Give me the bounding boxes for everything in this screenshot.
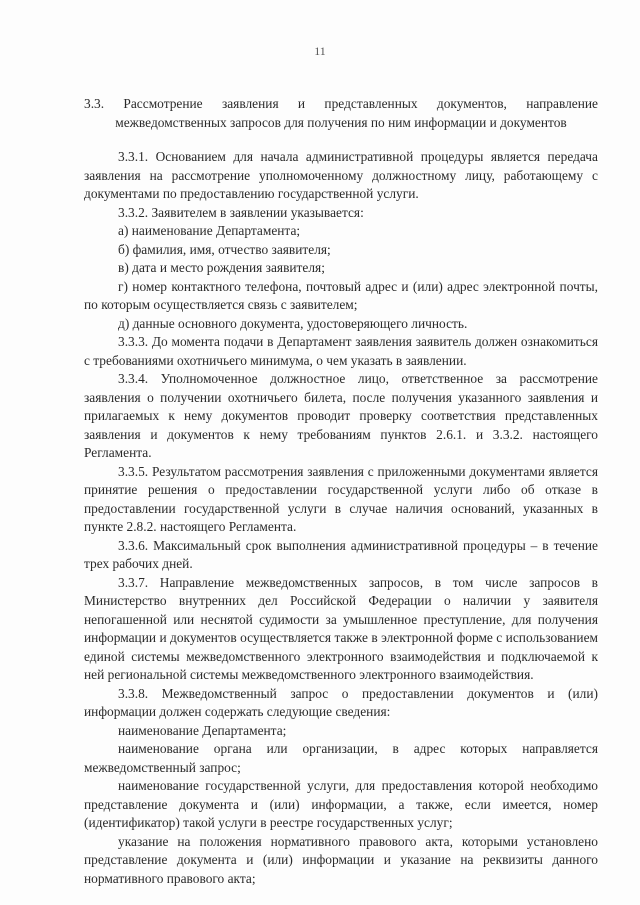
list-item-v: в) дата и место рождения заявителя;	[118, 260, 325, 275]
section-heading: 3.3. Рассмотрение заявления и представленных документов, направление межведомственных запросов для получения по ним информации и документов	[84, 96, 598, 130]
paragraph-3-3-3: 3.3.3. До момента подачи в Департамент заявления заявитель должен ознакомиться с требованиями охотничьего минимума, о чем указать в заявлении.	[84, 334, 598, 368]
paragraph-3-3-1: 3.3.1. Основанием для начала административной процедуры является передача заявления на рассмотрение уполномоченному должностному лицу, работающему с документами по предоставлению государственной услуги.	[84, 149, 598, 201]
list-item-d: д) данные основного документа, удостоверяющего личность.	[118, 315, 468, 331]
page-number: 11	[314, 44, 326, 58]
request-item-department: наименование Департамента;	[118, 722, 287, 738]
paragraph-3-3-8: 3.3.8. Межведомственный запрос о предоставлении документов и (или) информации должен содержать следующие сведения:	[84, 685, 598, 719]
paragraph-3-3-5: 3.3.5. Результатом рассмотрения заявления с приложенными документами является принятие решения о предоставлении государственной услуги либо об отказе в предоставлении государственной услуги в случае наличия оснований, указанных в пункте 2.8.2. настоящего Регламента.	[84, 463, 598, 534]
request-item-organization: наименование органа или организации, в адрес которых направляется межведомственный запрос;	[84, 741, 598, 775]
list-item-a: а) наименование Департамента;	[118, 223, 301, 238]
paragraph-3-3-4: 3.3.4. Уполномоченное должностное лицо, ответственное за рассмотрение заявления о получении охотничьего билета, после получения указанного заявления и прилагаемых к нему документов проводит проверку соответствия представленных заявления и документов к нему требованиям пунктов 2.6.1. и 3.3.2. настоящего Регламента.	[84, 371, 598, 460]
paragraph-3-3-6: 3.3.6. Максимальный срок выполнения административной процедуры – в течение трех рабочих дней.	[84, 537, 598, 571]
list-item-b: б) фамилия, имя, отчество заявителя;	[118, 241, 331, 257]
paragraph-3-3-7: 3.3.7. Направление межведомственных запросов, в том числе запросов в Министерство внутренних дел Российской Федерации о наличии у заявителя непогашенной или неснятой судимости за умышленное преступление, для получения информации и документов осуществляется также в электронной форме с использованием единой системы межведомственного электронного взаимодействия и подключаемой к ней региональной системы межведомственного электронного взаимодействия.	[84, 574, 598, 682]
request-item-service: наименование государственной услуги, для предоставления которой необходимо представление документа и (или) информации, а также, если имеется, номер (идентификатор) такой услуги в реестре государственных услуг;	[84, 778, 598, 830]
document-body	[84, 148, 598, 888]
paragraph-3-3-2: 3.3.2. Заявителем в заявлении указывается:	[118, 204, 364, 220]
list-item-g: г) номер контактного телефона, почтовый адрес и (или) адрес электронной почты, по которым осуществляется связь с заявителем;	[84, 278, 598, 312]
request-item-legal-act: указание на положения нормативного правового акта, которыми установлено представление документа и (или) информации и указание на реквизиты данного нормативного правового акта;	[84, 833, 598, 886]
